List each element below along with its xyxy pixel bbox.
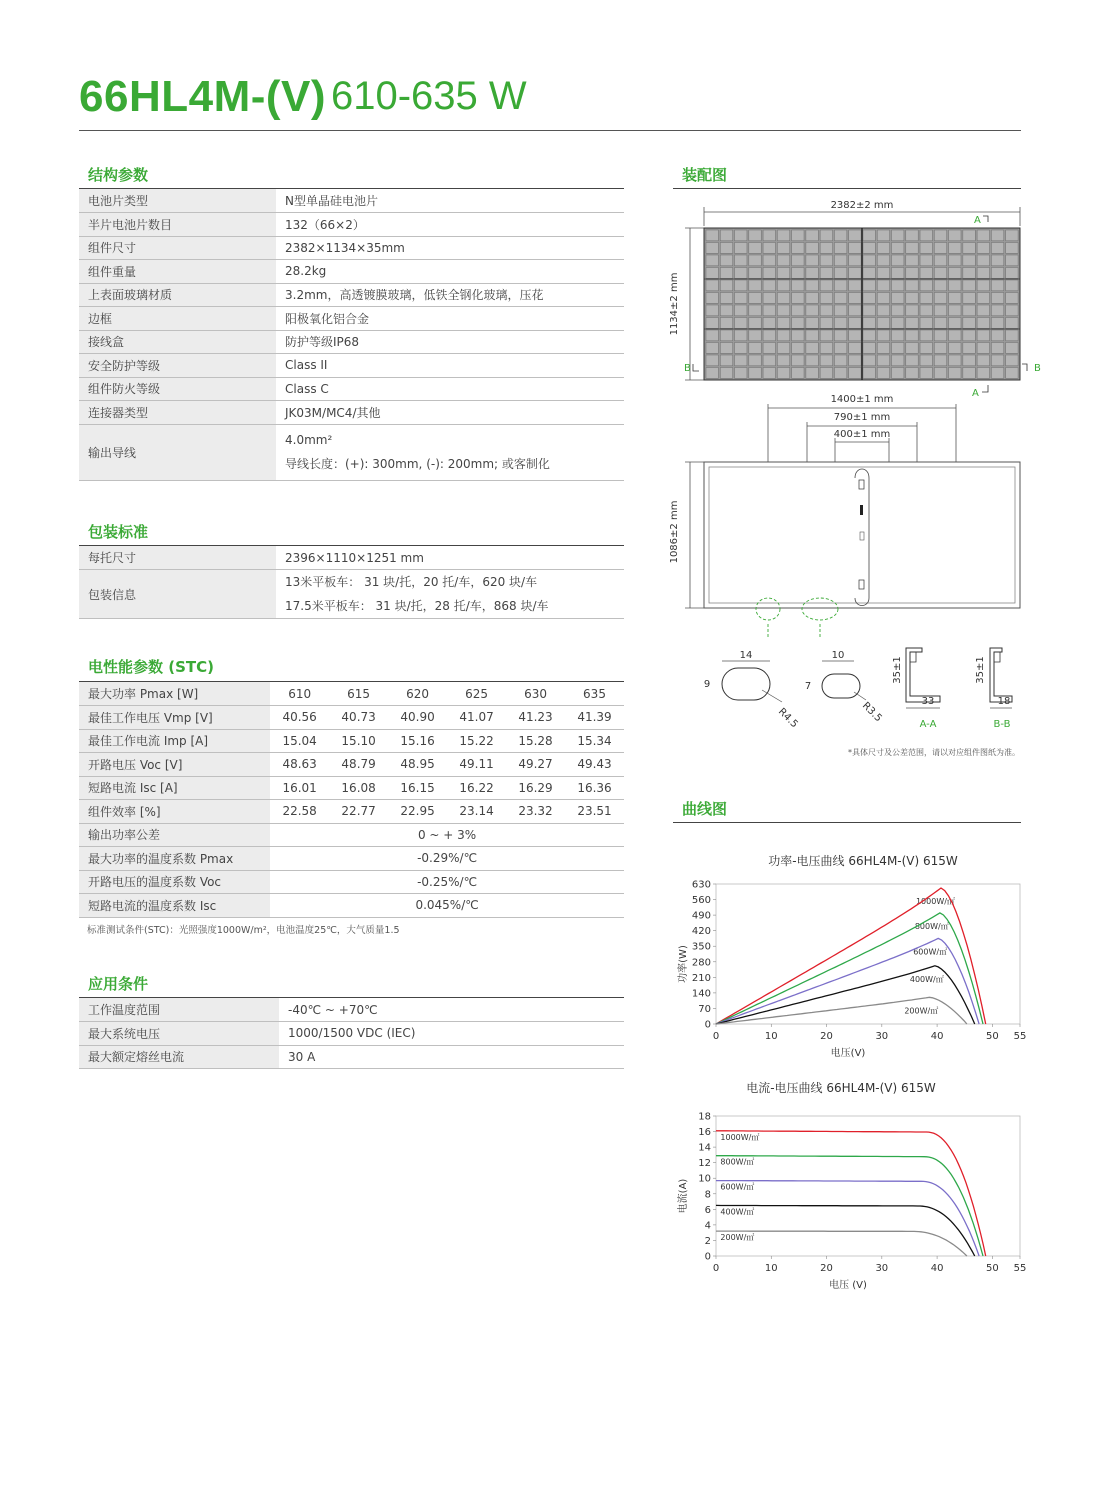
dim-1086: 1086±2 mm — [669, 500, 680, 564]
curve-label: 400W/㎡ — [909, 974, 944, 984]
spec-value: 23.14 — [447, 800, 506, 824]
spec-value: 49.27 — [506, 753, 565, 777]
application-table — [79, 998, 624, 1069]
spec-value: 30 A — [279, 1045, 624, 1069]
svg-text:A-A: A-A — [919, 719, 937, 730]
y-tick-label: 350 — [691, 941, 711, 953]
spec-value: 16.01 — [270, 776, 329, 800]
spec-value: 16.22 — [447, 776, 506, 800]
spec-value: 28.2kg — [276, 260, 624, 284]
table-row — [79, 729, 624, 753]
x-tick-label: 40 — [930, 1263, 944, 1274]
frame-section-aa — [892, 648, 940, 730]
spec-value: 48.95 — [388, 753, 447, 777]
y-tick-label: 420 — [691, 926, 711, 938]
spec-key: 组件尺寸 — [79, 236, 276, 260]
stc-note: 标准测试条件(STC)：光照强度1000W/m²，电池温度25℃，大气质量1.5 — [87, 925, 400, 936]
svg-text:14: 14 — [739, 650, 753, 661]
spec-value: 阳极氧化铝合金 — [276, 307, 624, 331]
y-tick-label: 6 — [704, 1204, 711, 1216]
pv-chart-title: 功率-电压曲线 66HL4M-(V) 615W — [768, 854, 958, 868]
packing-line-2: 17.5米平板车： 31 块/托，28 托/车，868 块/车 — [285, 599, 549, 613]
y-tick-label: 490 — [691, 910, 711, 922]
dim-height: 1134±2 mm — [669, 272, 680, 336]
y-axis-label: 功率(W) — [678, 945, 689, 983]
curve-label: 1000W/㎡ — [915, 897, 955, 906]
x-tick-label: 40 — [930, 1031, 944, 1042]
svg-text:35±1: 35±1 — [975, 656, 986, 684]
spec-key: 输出导线 — [79, 424, 276, 480]
spec-key: 每托尺寸 — [79, 546, 276, 570]
spec-value: 40.56 — [270, 706, 329, 730]
spec-value: 0 ~ + 3% — [270, 823, 624, 847]
spec-value: 16.36 — [565, 776, 624, 800]
x-tick-label: 20 — [820, 1263, 833, 1274]
y-tick-label: 8 — [704, 1189, 711, 1201]
spec-value: 132（66×2） — [276, 213, 624, 237]
x-tick-label: 50 — [985, 1031, 999, 1042]
y-tick-label: 140 — [691, 988, 711, 1000]
spec-key: 最佳工作电压 Vmp [V] — [79, 706, 270, 730]
packing-line-1: 13米平板车： 31 块/托，20 托/车，620 块/车 — [285, 575, 538, 589]
spec-value — [276, 570, 624, 619]
spec-key: 短路电流的温度系数 Isc — [79, 894, 270, 918]
spec-key: 最大额定熔丝电流 — [79, 1045, 279, 1069]
section-title-application: 应用条件 — [88, 975, 149, 993]
model-title: 66HL4M-(V) — [79, 72, 327, 121]
panel-front-view — [704, 228, 1020, 380]
table-row — [79, 998, 624, 1022]
spec-key: 半片电池片数目 — [79, 213, 276, 237]
spec-value: 15.34 — [565, 729, 624, 753]
svg-text:18: 18 — [997, 696, 1011, 707]
mounting-hole-profile-2 — [805, 650, 884, 724]
spec-value: 615 — [329, 682, 388, 706]
table-row — [79, 1022, 624, 1046]
spec-value: 41.07 — [447, 706, 506, 730]
spec-value: 41.23 — [506, 706, 565, 730]
spec-value: 16.29 — [506, 776, 565, 800]
spec-key: 安全防护等级 — [79, 354, 276, 378]
spec-value: 22.58 — [270, 800, 329, 824]
spec-value: 16.08 — [329, 776, 388, 800]
curve-label: 200W/㎡ — [720, 1233, 755, 1243]
x-tick-label: 10 — [764, 1263, 778, 1274]
svg-text:7: 7 — [804, 681, 812, 692]
curve-label: 1000W/㎡ — [720, 1132, 760, 1142]
spec-value: 22.95 — [388, 800, 447, 824]
spec-value: 0.045%/℃ — [270, 894, 624, 918]
spec-key: 电池片类型 — [79, 189, 276, 213]
x-tick-label: 0 — [712, 1031, 720, 1042]
table-row — [79, 823, 624, 847]
spec-key: 连接器类型 — [79, 401, 276, 425]
spec-key: 最大功率的温度系数 Pmax — [79, 847, 270, 871]
y-tick-label: 280 — [691, 957, 711, 969]
spec-value: -0.25%/℃ — [270, 870, 624, 894]
spec-value: 1000/1500 VDC (IEC) — [279, 1022, 624, 1046]
spec-value: 40.73 — [329, 706, 388, 730]
label-b-left: B — [684, 363, 691, 374]
dim-400: 400±1 mm — [833, 429, 891, 440]
y-tick-label: 560 — [691, 895, 711, 907]
x-tick-label: 55 — [1013, 1031, 1027, 1042]
table-row — [79, 894, 624, 918]
panel-back-view — [704, 462, 1020, 608]
spec-value: 23.32 — [506, 800, 565, 824]
section-rule — [673, 188, 1021, 189]
curve-label: 400W/㎡ — [720, 1207, 755, 1217]
table-row — [79, 706, 624, 730]
table-row — [79, 870, 624, 894]
spec-value: 15.22 — [447, 729, 506, 753]
y-tick-label: 0 — [704, 1019, 711, 1031]
y-tick-label: 210 — [691, 972, 711, 984]
x-tick-label: 50 — [985, 1263, 999, 1274]
spec-key: 接线盒 — [79, 330, 276, 354]
structure-table — [79, 189, 624, 481]
spec-value: 49.43 — [565, 753, 624, 777]
iv-chart — [668, 1104, 1038, 1304]
x-tick-label: 20 — [820, 1031, 833, 1042]
section-title-curves: 曲线图 — [682, 800, 728, 818]
spec-value: N型单晶硅电池片 — [276, 189, 624, 213]
spec-value: 防护等级IP68 — [276, 330, 624, 354]
table-row — [79, 753, 624, 777]
spec-value: 610 — [270, 682, 329, 706]
x-tick-label: 30 — [875, 1031, 889, 1042]
spec-key: 开路电压的温度系数 Voc — [79, 870, 270, 894]
spec-value: 40.90 — [388, 706, 447, 730]
mounting-hole-profile-1 — [704, 650, 800, 730]
spec-value: 23.51 — [565, 800, 624, 824]
frame-section-bb — [975, 648, 1012, 730]
x-tick-label: 30 — [875, 1263, 889, 1274]
iv-chart-title: 电流-电压曲线 66HL4M-(V) 615W — [746, 1081, 936, 1095]
curve-label: 800W/㎡ — [914, 921, 949, 931]
power-range: 610-635 W — [331, 74, 527, 118]
dim-width: 2382±2 mm — [830, 200, 894, 211]
spec-key: 开路电压 Voc [V] — [79, 753, 270, 777]
table-row — [79, 236, 624, 260]
cable-spec: 4.0mm² — [285, 433, 333, 447]
spec-value: 2382×1134×35mm — [276, 236, 624, 260]
table-row — [79, 847, 624, 871]
spec-value: 15.04 — [270, 729, 329, 753]
svg-text:9: 9 — [703, 679, 711, 690]
spec-value: 625 — [447, 682, 506, 706]
table-row — [79, 213, 624, 237]
spec-key: 上表面玻璃材质 — [79, 283, 276, 307]
spec-value: 15.16 — [388, 729, 447, 753]
spec-value: 635 — [565, 682, 624, 706]
svg-text:35±1: 35±1 — [892, 656, 903, 684]
spec-key: 组件效率 [%] — [79, 800, 270, 824]
spec-value: JK03M/MC4/其他 — [276, 401, 624, 425]
assembly-drawing — [660, 192, 1040, 762]
spec-key: 组件重量 — [79, 260, 276, 284]
y-axis-label: 电流(A) — [678, 1178, 689, 1214]
spec-value: 2396×1110×1251 mm — [276, 546, 624, 570]
y-tick-label: 14 — [698, 1142, 711, 1154]
svg-text:R3.5: R3.5 — [859, 700, 884, 725]
section-title-structure: 结构参数 — [88, 166, 149, 184]
table-row — [79, 330, 624, 354]
table-row — [79, 401, 624, 425]
cable-length: 导线长度：(+): 300mm, (-): 200mm; 或客制化 — [285, 457, 550, 471]
curve-label: 800W/㎡ — [720, 1157, 755, 1167]
y-tick-label: 16 — [698, 1127, 711, 1139]
section-title-electrical: 电性能参数 (STC) — [88, 658, 214, 676]
spec-value: 15.28 — [506, 729, 565, 753]
table-row — [79, 682, 624, 706]
y-tick-label: 18 — [698, 1111, 711, 1123]
spec-value: 630 — [506, 682, 565, 706]
curve-label: 200W/㎡ — [904, 1006, 939, 1016]
spec-value: 3.2mm，高透镀膜玻璃，低铁全钢化玻璃，压花 — [276, 283, 624, 307]
spec-value: 620 — [388, 682, 447, 706]
page-header — [79, 72, 1021, 131]
spec-value: 16.15 — [388, 776, 447, 800]
curve-label: 600W/㎡ — [720, 1182, 755, 1192]
table-row — [79, 424, 624, 480]
label-a-bottom: A — [972, 388, 979, 399]
y-tick-label: 2 — [704, 1235, 711, 1247]
table-row — [79, 260, 624, 284]
x-axis-label: 电压(V) — [830, 1048, 866, 1059]
spec-value: 41.39 — [565, 706, 624, 730]
x-tick-label: 0 — [712, 1263, 720, 1274]
svg-text:R4.5: R4.5 — [775, 706, 800, 731]
y-tick-label: 70 — [698, 1003, 711, 1015]
table-row — [79, 377, 624, 401]
table-row — [79, 546, 624, 570]
spec-value: 15.10 — [329, 729, 388, 753]
x-axis-label: 电压 (V) — [829, 1280, 867, 1291]
spec-value — [276, 424, 624, 480]
spec-value: 48.63 — [270, 753, 329, 777]
table-row — [79, 570, 624, 619]
spec-key: 输出功率公差 — [79, 823, 270, 847]
spec-value: -0.29%/℃ — [270, 847, 624, 871]
spec-key: 短路电流 Isc [A] — [79, 776, 270, 800]
spec-value: 22.77 — [329, 800, 388, 824]
y-tick-label: 12 — [698, 1158, 711, 1170]
dim-1400: 1400±1 mm — [830, 394, 894, 405]
curve-label: 600W/㎡ — [913, 947, 948, 957]
spec-value: Class II — [276, 354, 624, 378]
spec-key: 组件防火等级 — [79, 377, 276, 401]
spec-key: 最大功率 Pmax [W] — [79, 682, 270, 706]
spec-value: 49.11 — [447, 753, 506, 777]
table-row — [79, 776, 624, 800]
table-row — [79, 1045, 624, 1069]
label-a-top: A — [974, 215, 981, 226]
spec-value: 48.79 — [329, 753, 388, 777]
section-title-assembly: 装配图 — [682, 166, 728, 184]
packing-table — [79, 546, 624, 619]
y-tick-label: 0 — [704, 1251, 711, 1263]
label-b-right: B — [1034, 363, 1041, 374]
electrical-table — [79, 682, 624, 918]
section-rule — [673, 822, 1021, 823]
spec-key: 最佳工作电流 Imp [A] — [79, 729, 270, 753]
svg-text:33: 33 — [921, 696, 935, 707]
y-tick-label: 10 — [698, 1173, 711, 1185]
x-tick-label: 10 — [764, 1031, 778, 1042]
y-tick-label: 630 — [691, 879, 711, 891]
spec-key: 最大系统电压 — [79, 1022, 279, 1046]
section-title-packing: 包装标准 — [88, 523, 149, 541]
table-row — [79, 189, 624, 213]
spec-key: 包装信息 — [79, 570, 276, 619]
spec-key: 工作温度范围 — [79, 998, 279, 1022]
spec-value: Class C — [276, 377, 624, 401]
spec-value: -40℃ ~ +70℃ — [279, 998, 624, 1022]
table-row — [79, 283, 624, 307]
svg-text:B-B: B-B — [993, 719, 1011, 730]
table-row — [79, 354, 624, 378]
svg-text:10: 10 — [831, 650, 845, 661]
assembly-note: *具体尺寸及公差范围，请以对应组件图纸为准。 — [848, 748, 1020, 757]
y-tick-label: 4 — [704, 1220, 711, 1232]
x-tick-label: 55 — [1013, 1263, 1027, 1274]
table-row — [79, 800, 624, 824]
spec-key: 边框 — [79, 307, 276, 331]
table-row — [79, 307, 624, 331]
dim-790: 790±1 mm — [833, 412, 891, 423]
pv-chart — [668, 872, 1038, 1072]
